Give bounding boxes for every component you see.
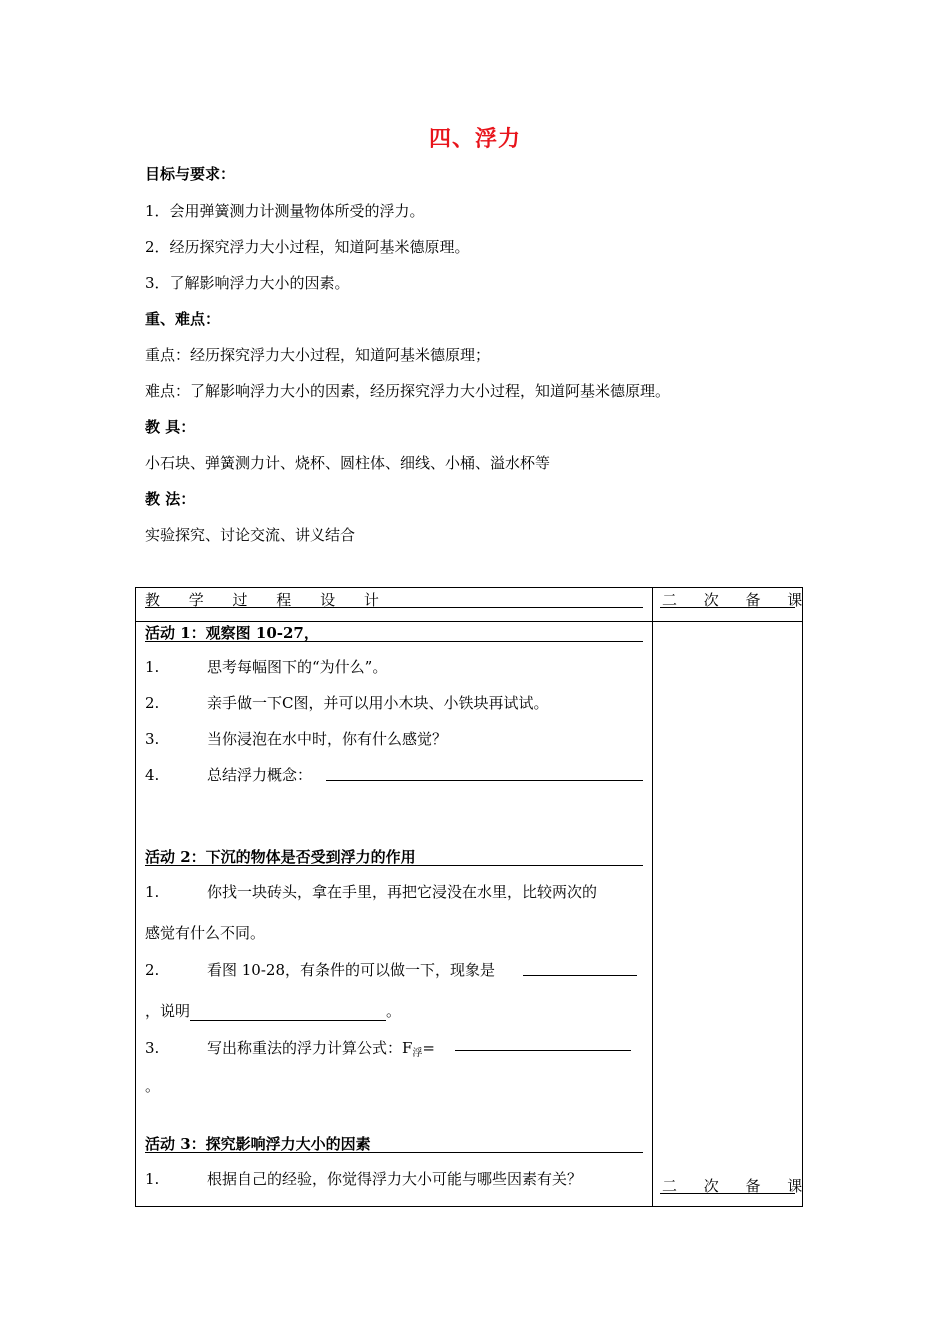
tools-text: 小石块、弹簧测力计、烧杯、圆柱体、细线、小桶、溢水杯等	[145, 454, 551, 472]
tools-heading: 教 具：	[145, 418, 196, 436]
key-point: 重点：经历探究浮力大小过程，知道阿基米德原理；	[145, 346, 491, 364]
goals-heading: 目标与要求：	[145, 165, 236, 183]
phenomenon-blank[interactable]	[523, 975, 637, 976]
goal-item: 2．经历探究浮力大小过程，知道阿基米德原理。	[145, 238, 470, 256]
activity1-underline	[145, 641, 643, 642]
activity3-underline	[145, 1152, 643, 1153]
buoyancy-concept-blank[interactable]	[326, 780, 643, 781]
explanation-blank[interactable]	[190, 1005, 386, 1021]
footer-right-underline	[660, 1193, 795, 1194]
method-heading: 教 法：	[145, 490, 196, 508]
header-second-prep: 二 次 备 课	[662, 591, 814, 609]
header-process-design: 教 学 过 程 设 计	[145, 591, 391, 609]
difficult-point: 难点：了解影响浮力大小的因素，经历探究浮力大小过程，知道阿基米德原理。	[145, 382, 671, 400]
activity2-item-continued: ，说明 。	[145, 1002, 402, 1020]
method-text: 实验探究、讨论交流、讲义结合	[145, 526, 356, 544]
header-right-underline	[660, 607, 795, 608]
activity2-underline	[145, 865, 643, 866]
table-column-divider	[652, 587, 653, 1207]
activity2-heading: 活动 2：下沉的物体是否受到浮力的作用	[145, 848, 416, 866]
activity2-item: 1. 你找一块砖头，拿在手里，再把它浸没在水里，比较两次的	[145, 883, 598, 901]
goal-item: 3．了解影响浮力大小的因素。	[145, 274, 350, 292]
activity2-item: 2. 看图 10-28，有条件的可以做一下，现象是	[145, 961, 496, 979]
formula-blank[interactable]	[455, 1050, 631, 1051]
goal-item: 1．会用弹簧测力计测量物体所受的浮力。	[145, 202, 425, 220]
activity1-item: 3. 当你浸泡在水中时，你有什么感觉？	[145, 730, 448, 748]
activity3-item: 1. 根据自己的经验，你觉得浮力大小可能与哪些因素有关？	[145, 1170, 583, 1188]
activity2-item-continued: 。	[145, 1077, 161, 1095]
footer-second-prep: 二 次 备 课	[662, 1177, 814, 1195]
activity1-item: 2. 亲手做一下C图，并可以用小木块、小铁块再试试。	[145, 694, 549, 712]
key-points-heading: 重、难点：	[145, 310, 221, 328]
activity1-heading: 活动 1：观察图 10-27，	[145, 624, 319, 642]
page-title: 四、浮力	[428, 126, 521, 152]
activity3-heading: 活动 3：探究影响浮力大小的因素	[145, 1135, 371, 1153]
header-underline	[145, 607, 643, 608]
activity2-item-continued: 感觉有什么不同。	[145, 924, 266, 942]
activity1-item: 4. 总结浮力概念：	[145, 766, 313, 784]
activity2-item: 3. 写出称重法的浮力计算公式：$F_浮=$	[145, 1039, 435, 1059]
activity1-item: 1. 思考每幅图下的“为什么”。	[145, 658, 388, 676]
